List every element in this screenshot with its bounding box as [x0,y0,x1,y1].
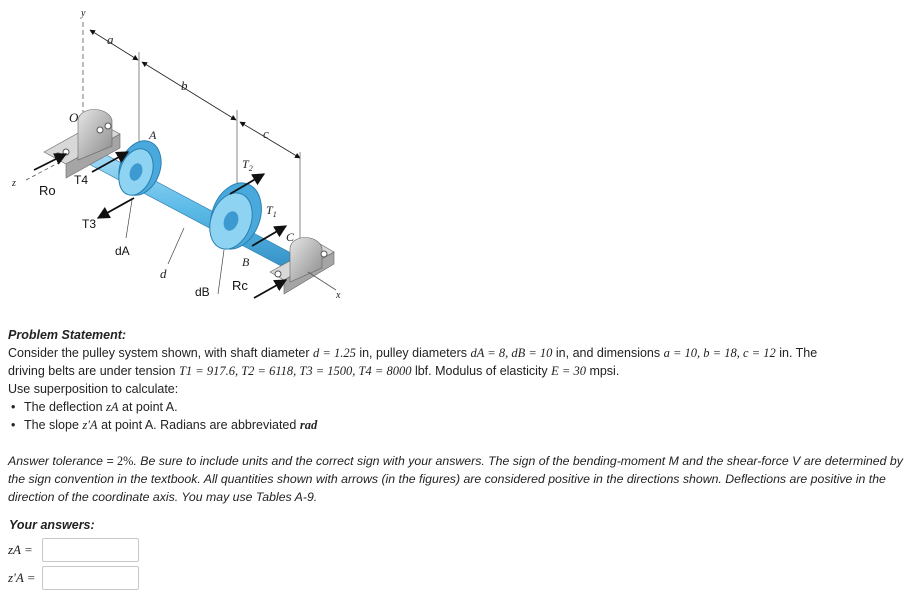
T3-label: T3 [82,217,97,231]
T2-label: $T_2$ [242,157,253,173]
T4-label: T4 [74,173,89,187]
y-axis-label: y [81,8,86,19]
d-equation: d = 1.25 [313,346,356,360]
point-C-label: C [286,230,295,244]
dim-b-line [142,62,236,120]
modulus-equation: E = 30 [551,364,586,378]
tensions-equation: T1 = 917.6, T2 = 6118, T3 = 1500, T4 = 8000 [178,364,412,378]
T1-label: $T_1$ [266,203,277,219]
zA-input[interactable] [42,538,139,562]
zpA-input[interactable] [42,566,139,590]
tolerance-value: 2% [117,454,134,468]
bearing-C [270,238,334,295]
x-axis-line [308,272,336,290]
problem-statement [8,326,908,434]
problem-line-1: Consider the pulley system shown, with shaft diameter d = 1.25 in, pulley diameters dA = 8, dB = 10 in, and dimensions a = 10, b = 18, c = 12 in. The [8,346,818,360]
d-label: d [160,266,167,281]
dim-c-label: c [263,126,269,141]
Rc-label: Rc [232,278,248,293]
point-O-label: O [69,110,79,125]
dim-c-line [240,122,300,158]
zpA-label: z'A = [8,570,36,585]
problem-line-3: Use superposition to calculate: [8,382,179,396]
pulley-shaft-figure [8,2,355,312]
answer-row-zpA [8,565,139,591]
x-axis-label: x [336,290,341,301]
dim-b-label: b [181,78,188,93]
point-B-label: B [242,255,250,269]
Rc-arrow [254,280,286,298]
dim-a-line [90,30,138,60]
dim-a-label: a [107,32,114,47]
dA-leader [126,200,132,238]
answers-title: Your answers: [9,518,95,532]
task-list [8,398,908,434]
dimensions-equation: a = 10, b = 18, c = 12 [663,346,776,360]
Ro-label: Ro [39,183,56,198]
task-deflection: • The deflection zA at point A. [8,398,908,416]
zA-label: zA = [8,542,33,557]
figure-canvas [8,2,355,312]
task-slope: • The slope z'A at point A. Radians are abbreviated rad [8,416,908,434]
answer-row-zA [8,537,139,563]
Ro-arrow [34,154,66,170]
dB-label: dB [195,285,210,299]
answer-tolerance-note: Answer tolerance = 2%. Be sure to include units and the correct sign with your answers. The sign of the bending-moment M and the shear-force V are determined by the sign convention in the textbook. All quantities shown with arrows (in the figures) are considered positive in the directions shown. Deflections are positive in the direction of the coordinate axis. You may use Tables A-9. [8,454,903,504]
pulley-diameters-equation: dA = 8, dB = 10 [470,346,553,360]
dA-label: dA [115,244,130,258]
z-axis-label: z [12,178,16,189]
problem-line-2: driving belts are under tension T1 = 917.6, T2 = 6118, T3 = 1500, T4 = 8000 lbf. Modulus of elasticity E = 30 mpsi. [8,364,620,378]
dB-leader [218,250,224,294]
T3-arrow [98,198,134,218]
d-leader [168,228,184,264]
problem-title: Problem Statement: [8,328,127,342]
point-A-label: A [149,128,157,142]
